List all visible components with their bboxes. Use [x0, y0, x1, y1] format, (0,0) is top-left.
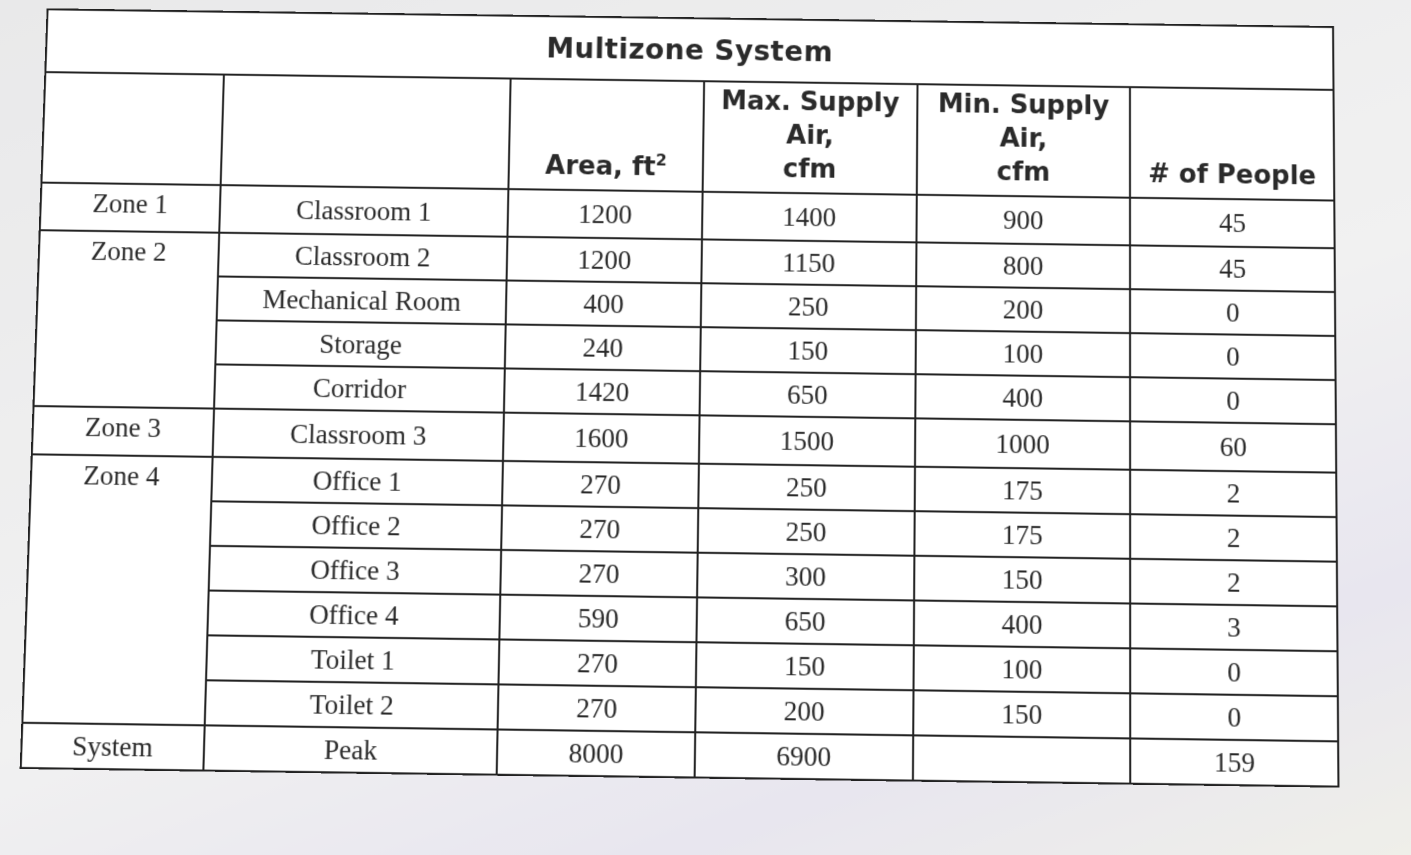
max-supply-value: 250	[698, 464, 914, 511]
min-supply-value: 175	[914, 511, 1130, 559]
zone-label: Zone 2	[34, 230, 219, 408]
area-value: 240	[505, 324, 701, 371]
room-name: Office 3	[208, 546, 501, 595]
max-supply-value: 1400	[702, 192, 916, 243]
area-value: 1200	[508, 189, 703, 239]
people-count: 60	[1130, 421, 1336, 472]
header-room	[220, 75, 511, 190]
header-people: # of People	[1130, 87, 1334, 200]
area-value: 270	[498, 684, 696, 732]
header-area	[509, 79, 704, 192]
header-zone	[41, 72, 223, 185]
room-name: Office 4	[207, 591, 500, 640]
document-sheet	[20, 8, 1349, 778]
people-count: 0	[1130, 648, 1337, 696]
max-supply-value: 250	[698, 508, 915, 556]
system-people: 159	[1130, 738, 1338, 786]
area-value: 590	[500, 595, 697, 643]
room-name: Mechanical Room	[216, 276, 506, 324]
header-min-supply	[916, 84, 1130, 198]
header-max-supply-line1: Max. Supply Air,	[721, 86, 900, 152]
system-room: Peak	[203, 725, 498, 774]
system-label: System	[21, 723, 205, 771]
room-name: Classroom 2	[218, 233, 508, 281]
header-max-supply	[703, 81, 918, 195]
room-name: Classroom 1	[219, 185, 509, 237]
min-supply-value: 100	[913, 645, 1130, 693]
people-count: 2	[1130, 514, 1336, 561]
min-supply-value: 400	[913, 600, 1130, 648]
area-value: 270	[501, 550, 698, 597]
room-name: Storage	[215, 320, 506, 368]
area-value: 1420	[504, 368, 700, 415]
people-count: 0	[1130, 289, 1335, 336]
people-count: 0	[1130, 693, 1338, 741]
header-max-supply-line2: cfm	[782, 154, 837, 185]
area-value: 270	[501, 505, 698, 552]
min-supply-value: 200	[915, 286, 1130, 333]
room-name: Corridor	[214, 364, 505, 412]
room-name: Toilet 2	[204, 680, 498, 729]
people-count: 0	[1130, 333, 1335, 380]
people-count: 0	[1130, 377, 1336, 424]
max-supply-value: 250	[701, 283, 916, 330]
zone-label: Zone 3	[32, 406, 214, 457]
multizone-table	[20, 8, 1340, 787]
table-title: Multizone System	[45, 9, 1333, 90]
people-count: 2	[1130, 470, 1336, 517]
min-supply-value: 1000	[915, 418, 1131, 469]
header-area-label: Area, ft	[545, 150, 656, 183]
min-supply-value: 150	[914, 556, 1131, 604]
max-supply-value: 650	[699, 371, 915, 418]
header-min-supply-line1: Min. Supply Air,	[937, 89, 1110, 155]
min-supply-value: 175	[914, 467, 1130, 514]
system-max-supply: 6900	[695, 732, 913, 780]
header-min-supply-line2: cfm	[996, 157, 1051, 188]
system-min-supply	[912, 735, 1130, 783]
zone-label: Zone 1	[40, 183, 221, 233]
room-name: Office 1	[211, 457, 503, 506]
min-supply-value: 900	[916, 195, 1130, 246]
area-value: 270	[499, 639, 697, 687]
min-supply-value: 800	[916, 242, 1131, 289]
zone-label: Zone 4	[22, 454, 212, 725]
people-count: 45	[1130, 245, 1335, 292]
area-value: 1600	[503, 413, 699, 464]
max-supply-value: 150	[700, 327, 915, 374]
room-name: Toilet 1	[206, 635, 500, 684]
table-body	[22, 183, 1338, 742]
min-supply-value: 100	[915, 330, 1130, 377]
area-value: 270	[502, 461, 699, 508]
max-supply-value: 650	[696, 597, 913, 645]
people-count: 3	[1130, 604, 1337, 652]
max-supply-value: 1500	[699, 415, 915, 466]
min-supply-value: 400	[915, 374, 1130, 421]
max-supply-value: 1150	[701, 239, 916, 286]
system-area: 8000	[497, 729, 695, 777]
room-name: Classroom 3	[212, 409, 504, 461]
min-supply-value: 150	[913, 690, 1131, 738]
area-value: 1200	[507, 237, 702, 283]
max-supply-value: 150	[696, 642, 914, 690]
max-supply-value: 200	[695, 687, 913, 735]
header-area-superscript: 2	[655, 150, 667, 170]
people-count: 45	[1130, 198, 1334, 248]
max-supply-value: 300	[697, 553, 914, 601]
room-name: Office 2	[210, 501, 503, 550]
people-count: 2	[1130, 559, 1337, 607]
area-value: 400	[506, 280, 701, 327]
